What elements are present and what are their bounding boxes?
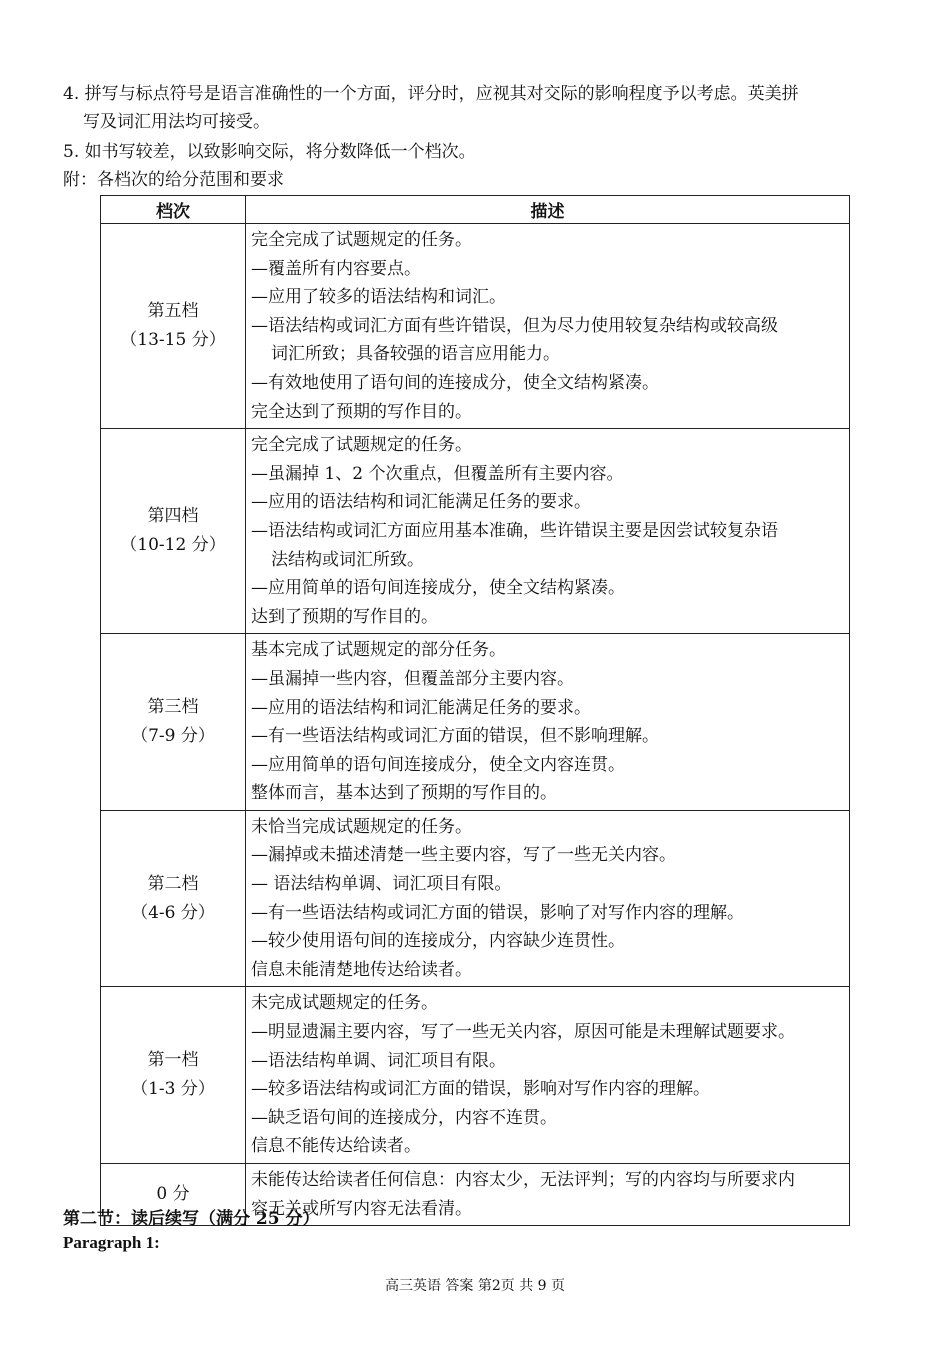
desc-line: 法结构或词汇所致。 xyxy=(271,549,424,570)
desc-line: —应用的语法结构和词汇能满足任务的要求。 xyxy=(251,697,591,718)
note-5: 5. 如书写较差，以致影响交际，将分数降低一个档次。 xyxy=(63,142,476,162)
desc-line: 信息未能清楚地传达给读者。 xyxy=(251,959,472,980)
level-name: 第五档 xyxy=(147,301,199,322)
table-row xyxy=(101,634,850,811)
level-cell xyxy=(101,634,246,811)
desc-line: —应用的语法结构和词汇能满足任务的要求。 xyxy=(251,492,591,513)
desc-line: 未恰当完成试题规定的任务。 xyxy=(251,816,472,837)
level-name: 第一档 xyxy=(147,1050,199,1071)
desc-line: —虽漏掉一些内容，但覆盖部分主要内容。 xyxy=(251,668,574,689)
page-footer: 高三英语 答案 第2页 共 9 页 xyxy=(384,1278,566,1294)
desc-line: 完全完成了试题规定的任务。 xyxy=(251,230,472,250)
level-score: （10-12 分） xyxy=(120,535,226,556)
level-name: 第三档 xyxy=(147,697,199,718)
table-header-row xyxy=(101,196,850,224)
desc-line: —覆盖所有内容要点。 xyxy=(251,258,421,279)
desc-line: —缺乏语句间的连接成分，内容不连贯。 xyxy=(251,1107,557,1128)
level-score: （13-15 分） xyxy=(120,330,226,351)
note-4-line2: 写及词汇用法均可接受。 xyxy=(83,112,270,132)
header-description: 描述 xyxy=(246,196,850,224)
desc-line: 整体而言，基本达到了预期的写作目的。 xyxy=(251,783,557,804)
appendix-title: 附：各档次的给分范围和要求 xyxy=(63,170,284,190)
note-4 xyxy=(63,80,893,136)
desc-line: 基本完成了试题规定的部分任务。 xyxy=(251,640,506,661)
header-level: 档次 xyxy=(101,196,246,224)
desc-line: —有一些语法结构或词汇方面的错误，但不影响理解。 xyxy=(251,726,659,747)
desc-line: —有一些语法结构或词汇方面的错误，影响了对写作内容的理解。 xyxy=(251,902,744,923)
desc-line: —应用简单的语句间连接成分，使全文内容连贯。 xyxy=(251,754,625,775)
level-name: 第二档 xyxy=(147,873,199,894)
description-cell xyxy=(246,810,850,987)
level-score: （4-6 分） xyxy=(131,902,215,923)
desc-line: 完全达到了预期的写作目的。 xyxy=(251,401,472,422)
desc-line: —语法结构或词汇方面有些许错误，但为尽力使用较复杂结构或较高级 xyxy=(251,315,778,336)
desc-line: —较少使用语句间的连接成分，内容缺少连贯性。 xyxy=(251,931,625,952)
desc-line: 未完成试题规定的任务。 xyxy=(251,993,438,1014)
section-2-title: 第二节：读后续写（满分 25 分） xyxy=(63,1209,320,1229)
description-cell xyxy=(246,987,850,1164)
desc-line: —较多语法结构或词汇方面的错误，影响对写作内容的理解。 xyxy=(251,1079,710,1100)
desc-line: 完全完成了试题规定的任务。 xyxy=(251,435,472,456)
level-name: 0 分 xyxy=(156,1184,190,1205)
desc-line: — 语法结构单调、词汇项目有限。 xyxy=(251,874,512,895)
table-row xyxy=(101,429,850,634)
desc-line: 容无关或所写内容无法看清。 xyxy=(251,1198,472,1219)
paragraph-1-label: Paragraph 1: xyxy=(63,1233,160,1252)
level-cell xyxy=(101,987,246,1164)
description-cell xyxy=(246,1164,850,1226)
desc-line: 词汇所致；具备较强的语言应用能力。 xyxy=(271,344,560,365)
level-score: （1-3 分） xyxy=(131,1079,215,1100)
desc-line: 达到了预期的写作目的。 xyxy=(251,606,438,627)
desc-line: —应用简单的语句间连接成分，使全文结构紧凑。 xyxy=(251,578,625,599)
note-4-line1: 4. 拼写与标点符号是语言准确性的一个方面，评分时，应视其对交际的影响程度予以考虑。英美拼 xyxy=(63,84,799,104)
table-row xyxy=(101,810,850,987)
desc-line: —漏掉或未描述清楚一些主要内容，写了一些无关内容。 xyxy=(251,845,676,866)
description-cell xyxy=(246,634,850,811)
desc-line: 未能传达给读者任何信息：内容太少，无法评判；写的内容均与所要求内 xyxy=(251,1170,795,1190)
level-cell xyxy=(101,810,246,987)
desc-line: —虽漏掉 1、2 个次重点，但覆盖所有主要内容。 xyxy=(251,463,624,484)
desc-line: —语法结构单调、词汇项目有限。 xyxy=(251,1050,506,1071)
level-name: 第四档 xyxy=(147,506,199,527)
level-cell xyxy=(101,429,246,634)
description-cell xyxy=(246,224,850,429)
description-cell xyxy=(246,429,850,634)
desc-line: —语法结构或词汇方面应用基本准确，些许错误主要是因尝试较复杂语 xyxy=(251,520,778,541)
table-row xyxy=(101,224,850,429)
desc-line: 信息不能传达给读者。 xyxy=(251,1136,421,1157)
desc-line: —明显遗漏主要内容，写了一些无关内容，原因可能是未理解试题要求。 xyxy=(251,1022,795,1043)
desc-line: —应用了较多的语法结构和词汇。 xyxy=(251,287,506,308)
desc-line: —有效地使用了语句间的连接成分，使全文结构紧凑。 xyxy=(251,372,659,393)
level-score: （7-9 分） xyxy=(131,726,215,747)
table-row xyxy=(101,987,850,1164)
level-cell xyxy=(101,224,246,429)
scoring-rubric-table xyxy=(100,195,850,1226)
